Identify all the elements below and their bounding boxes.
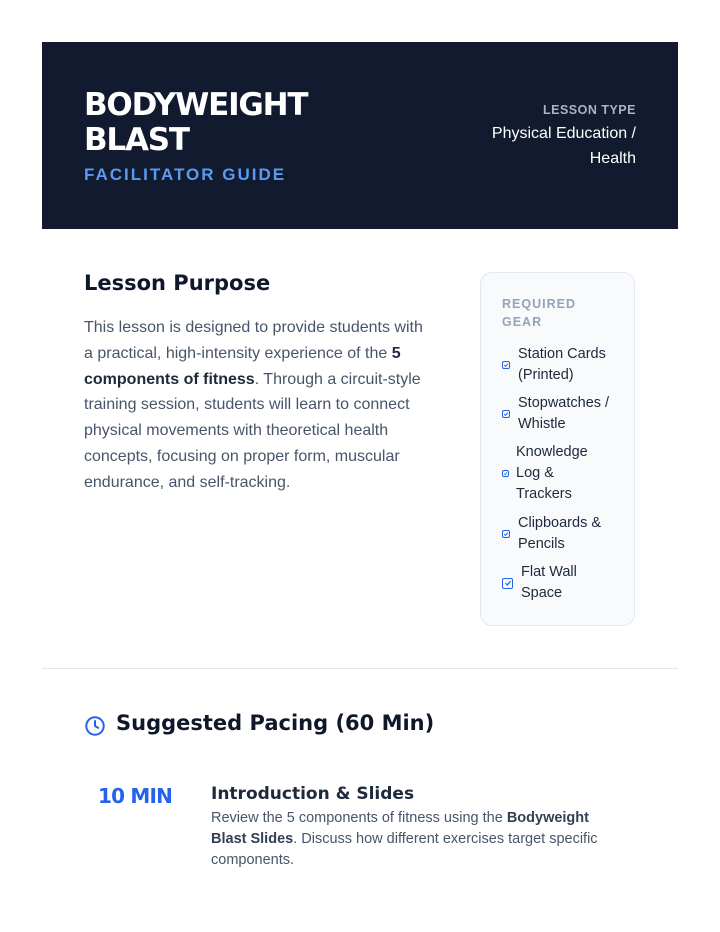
guide-title: BODYWEIGHT BLAST xyxy=(84,87,308,158)
gear-item-label: Station Cards (Printed) xyxy=(518,346,606,383)
pacing-heading: Suggested Pacing (60 Min) xyxy=(116,711,435,735)
clock-icon xyxy=(84,715,106,737)
slot-desc-bold: Bodyweight Blast Slides xyxy=(211,810,589,847)
gear-item xyxy=(502,562,627,604)
gear-item-label: Stopwatches / Whistle xyxy=(518,395,610,432)
lesson-type-label: LESSON TYPE xyxy=(542,103,636,117)
section-divider xyxy=(42,668,678,669)
gear-item xyxy=(502,513,627,555)
gear-item-label: Knowledge Log & Trackers xyxy=(516,444,588,502)
slot-desc-end: . Discuss how different exercises target specific components. xyxy=(211,831,598,868)
checkbox-icon xyxy=(502,578,513,589)
gear-item xyxy=(502,393,627,435)
purpose-text-end: . Through a circuit-style training session, students will learn to connect physical movements with theoretical health concepts, focusing on proper form, muscular endurance, and self-tracking. xyxy=(84,370,421,491)
checkbox-icon xyxy=(502,470,509,477)
gear-item-label: Flat Wall Space xyxy=(521,564,577,601)
purpose-text-bold: 5 components of fitness xyxy=(84,344,401,388)
lesson-type-value: Physical Education / Health xyxy=(491,125,636,167)
slot-duration: 10 MIN xyxy=(98,784,173,808)
slot-title: Introduction & Slides xyxy=(211,784,415,804)
checkbox-icon xyxy=(502,361,510,369)
gear-heading: REQUIRED GEAR xyxy=(502,297,576,329)
slot-description xyxy=(211,808,621,871)
purpose-heading: Lesson Purpose xyxy=(84,271,271,295)
guide-subtitle: FACILITATOR GUIDE xyxy=(84,165,287,184)
purpose-text-start: This lesson is designed to provide students with a practical, high-intensity experience of the xyxy=(84,319,423,362)
checkbox-icon xyxy=(502,410,510,418)
gear-item xyxy=(502,344,627,386)
gear-item-label: Clipboards & Pencils xyxy=(518,515,602,552)
gear-item xyxy=(502,442,627,505)
header-banner xyxy=(42,42,678,229)
purpose-paragraph xyxy=(84,315,429,496)
checkbox-icon xyxy=(502,530,510,538)
slot-desc-start: Review the 5 components of fitness using the xyxy=(211,810,507,826)
required-gear-card xyxy=(480,272,635,626)
